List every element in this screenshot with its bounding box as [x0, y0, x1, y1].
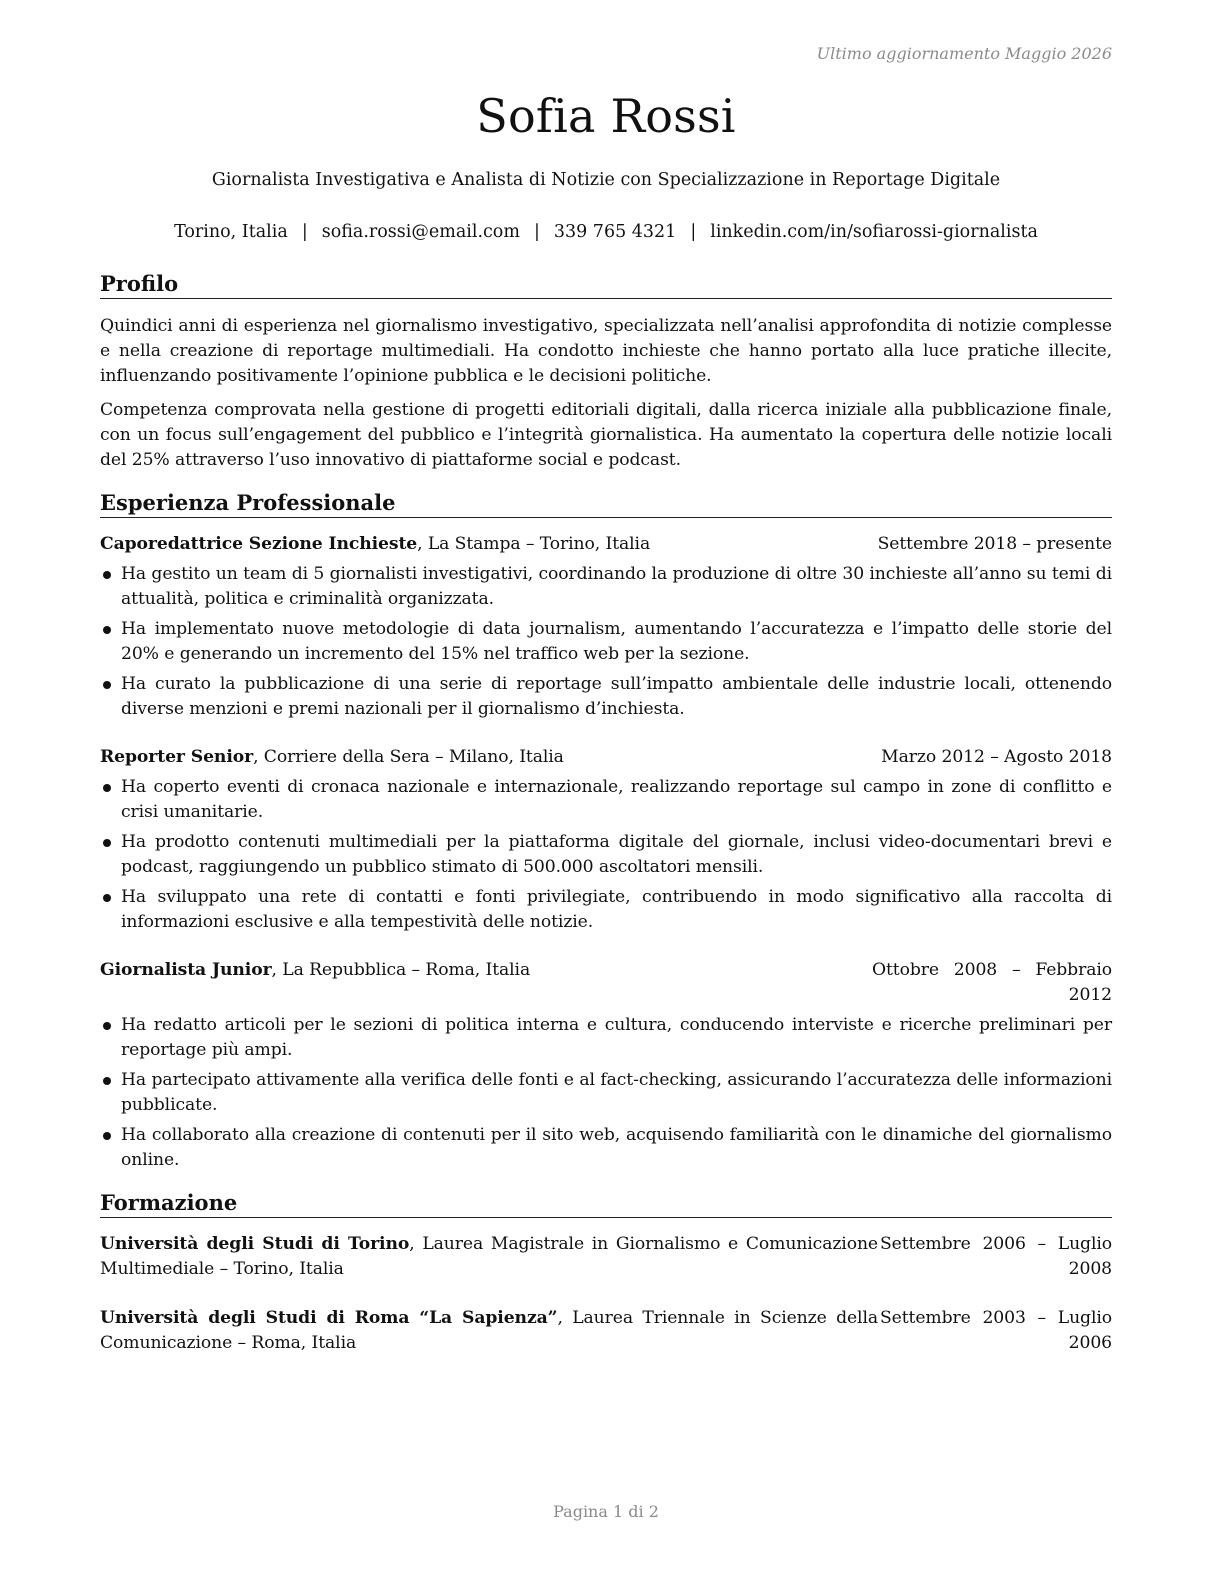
page-number: Pagina 1 di 2: [553, 1502, 659, 1521]
bullet-icon: [103, 839, 111, 847]
list-item: Ha collaborato alla creazione di contenuti per il sito web, acquisendo familiarità con le dinamiche del giornalismo online.: [100, 1123, 1112, 1173]
education-item: [100, 1306, 1112, 1356]
job-organization: , La Repubblica – Roma, Italia: [271, 960, 531, 980]
bullet-icon: [103, 681, 111, 689]
list-item: Ha partecipato attivamente alla verifica delle fonti e al fact-checking, assicurando l’accuratezza delle informazioni pubblicate.: [100, 1068, 1112, 1118]
section-title-education: Formazione: [100, 1189, 1112, 1218]
job-bullets: [100, 562, 1112, 727]
job-dates: Marzo 2012 – Agosto 2018: [881, 747, 1112, 767]
job-dates: Ottobre 2008 – Febbraio 2012: [872, 960, 1112, 1005]
contact-linkedin[interactable]: linkedin.com/in/sofiarossi-giornalista: [710, 222, 1038, 242]
job-organization: , La Stampa – Torino, Italia: [417, 534, 651, 554]
list-item: Ha gestito un team di 5 giornalisti investigativi, coordinando la produzione di oltre 30 inchieste all’anno su temi di attualità, politica e criminalità organizzata.: [100, 562, 1112, 612]
candidate-name: Sofia Rossi: [476, 89, 736, 143]
contact-separator: |: [301, 222, 308, 242]
job-role: Giornalista Junior: [100, 960, 272, 980]
bullet-icon: [103, 894, 111, 902]
section-title-profile: Profilo: [100, 270, 1112, 299]
list-item: Ha prodotto contenuti multimediali per la piattaforma digitale del giornale, inclusi video-documentari brevi e podcast, raggiungendo un pubblico stimato di 500.000 ascoltatori mensili.: [100, 830, 1112, 880]
contact-phone: 339 765 4321: [553, 222, 677, 242]
education-degree: , Laurea Triennale in Scienze della Comunicazione – Roma, Italia: [100, 1308, 878, 1353]
job-bullets: [100, 1013, 1112, 1178]
job-role: Reporter Senior: [100, 747, 254, 767]
contact-line: [100, 220, 1112, 244]
job-organization: , Corriere della Sera – Milano, Italia: [253, 747, 564, 767]
bullet-icon: [103, 1022, 111, 1030]
education-dates: Settembre 2003 – Luglio 2006: [880, 1308, 1112, 1353]
list-item: Ha redatto articoli per le sezioni di politica interna e cultura, conducendo interviste e ricerche preliminari per reportage più ampi.: [100, 1013, 1112, 1063]
candidate-tagline: Giornalista Investigativa e Analista di Notizie con Specializzazione in Reportage Digitale: [211, 170, 1001, 190]
resume-page: [100, 0, 1112, 1584]
education-item: [100, 1232, 1112, 1282]
list-item: Ha coperto eventi di cronaca nazionale e internazionale, realizzando reportage sul campo in zone di conflitto e crisi umanitarie.: [100, 775, 1112, 825]
contact-email[interactable]: sofia.rossi@email.com: [321, 222, 520, 242]
list-item: Ha curato la pubblicazione di una serie di reportage sull’impatto ambientale delle industrie locali, ottenendo diverse menzioni e premi nazionali per il giornalismo d’inchiesta.: [100, 672, 1112, 722]
bullet-icon: [103, 1077, 111, 1085]
bullet-icon: [103, 1132, 111, 1140]
list-item: Ha sviluppato una rete di contatti e fonti privilegiate, contribuendo in modo significativo alla raccolta di informazioni esclusive e alla tempestività delle notizie.: [100, 885, 1112, 935]
job-header: [100, 745, 1112, 770]
education-degree: , Laurea Magistrale in Giornalismo e Comunicazione Multimediale – Torino, Italia: [100, 1234, 878, 1279]
bullet-icon: [103, 784, 111, 792]
job-role: Caporedattrice Sezione Inchieste: [100, 534, 418, 554]
job-dates: Settembre 2018 – presente: [877, 534, 1112, 554]
bullet-icon: [103, 626, 111, 634]
list-item: Ha implementato nuove metodologie di data journalism, aumentando l’accuratezza e l’impatto delle storie del 20% e generando un incremento del 15% nel traffico web per la sezione.: [100, 617, 1112, 667]
contact-separator: |: [533, 222, 540, 242]
profile-paragraph-1: Quindici anni di esperienza nel giornalismo investigativo, specializzata nell’analisi approfondita di notizie complesse e nella creazione di reportage multimediali. Ha condotto inchieste che hanno portato alla luce pratiche illecite, influenzando positivamente l’opinione pubblica e le decisioni politiche.: [100, 316, 1112, 386]
job-bullets: [100, 775, 1112, 940]
contact-location: Torino, Italia: [174, 222, 288, 242]
education-school: Università degli Studi di Roma “La Sapienza”: [100, 1308, 558, 1328]
job-header: [100, 532, 1112, 557]
last-updated: Ultimo aggiornamento Maggio 2026: [816, 44, 1112, 63]
education-school: Università degli Studi di Torino: [100, 1234, 410, 1254]
section-title-experience: Esperienza Professionale: [100, 489, 1112, 518]
contact-separator: |: [690, 222, 697, 242]
bullet-icon: [103, 571, 111, 579]
profile-paragraph-2: Competenza comprovata nella gestione di progetti editoriali digitali, dalla ricerca iniziale alla pubblicazione finale, con un focus sull’engagement del pubblico e l’integrità giornalistica. Ha aumentato la copertura delle notizie locali del 25% attraverso l’uso innovativo di piattaforme social e podcast.: [100, 400, 1112, 470]
job-header: [100, 958, 1112, 1008]
education-dates: Settembre 2006 – Luglio 2008: [880, 1234, 1112, 1279]
